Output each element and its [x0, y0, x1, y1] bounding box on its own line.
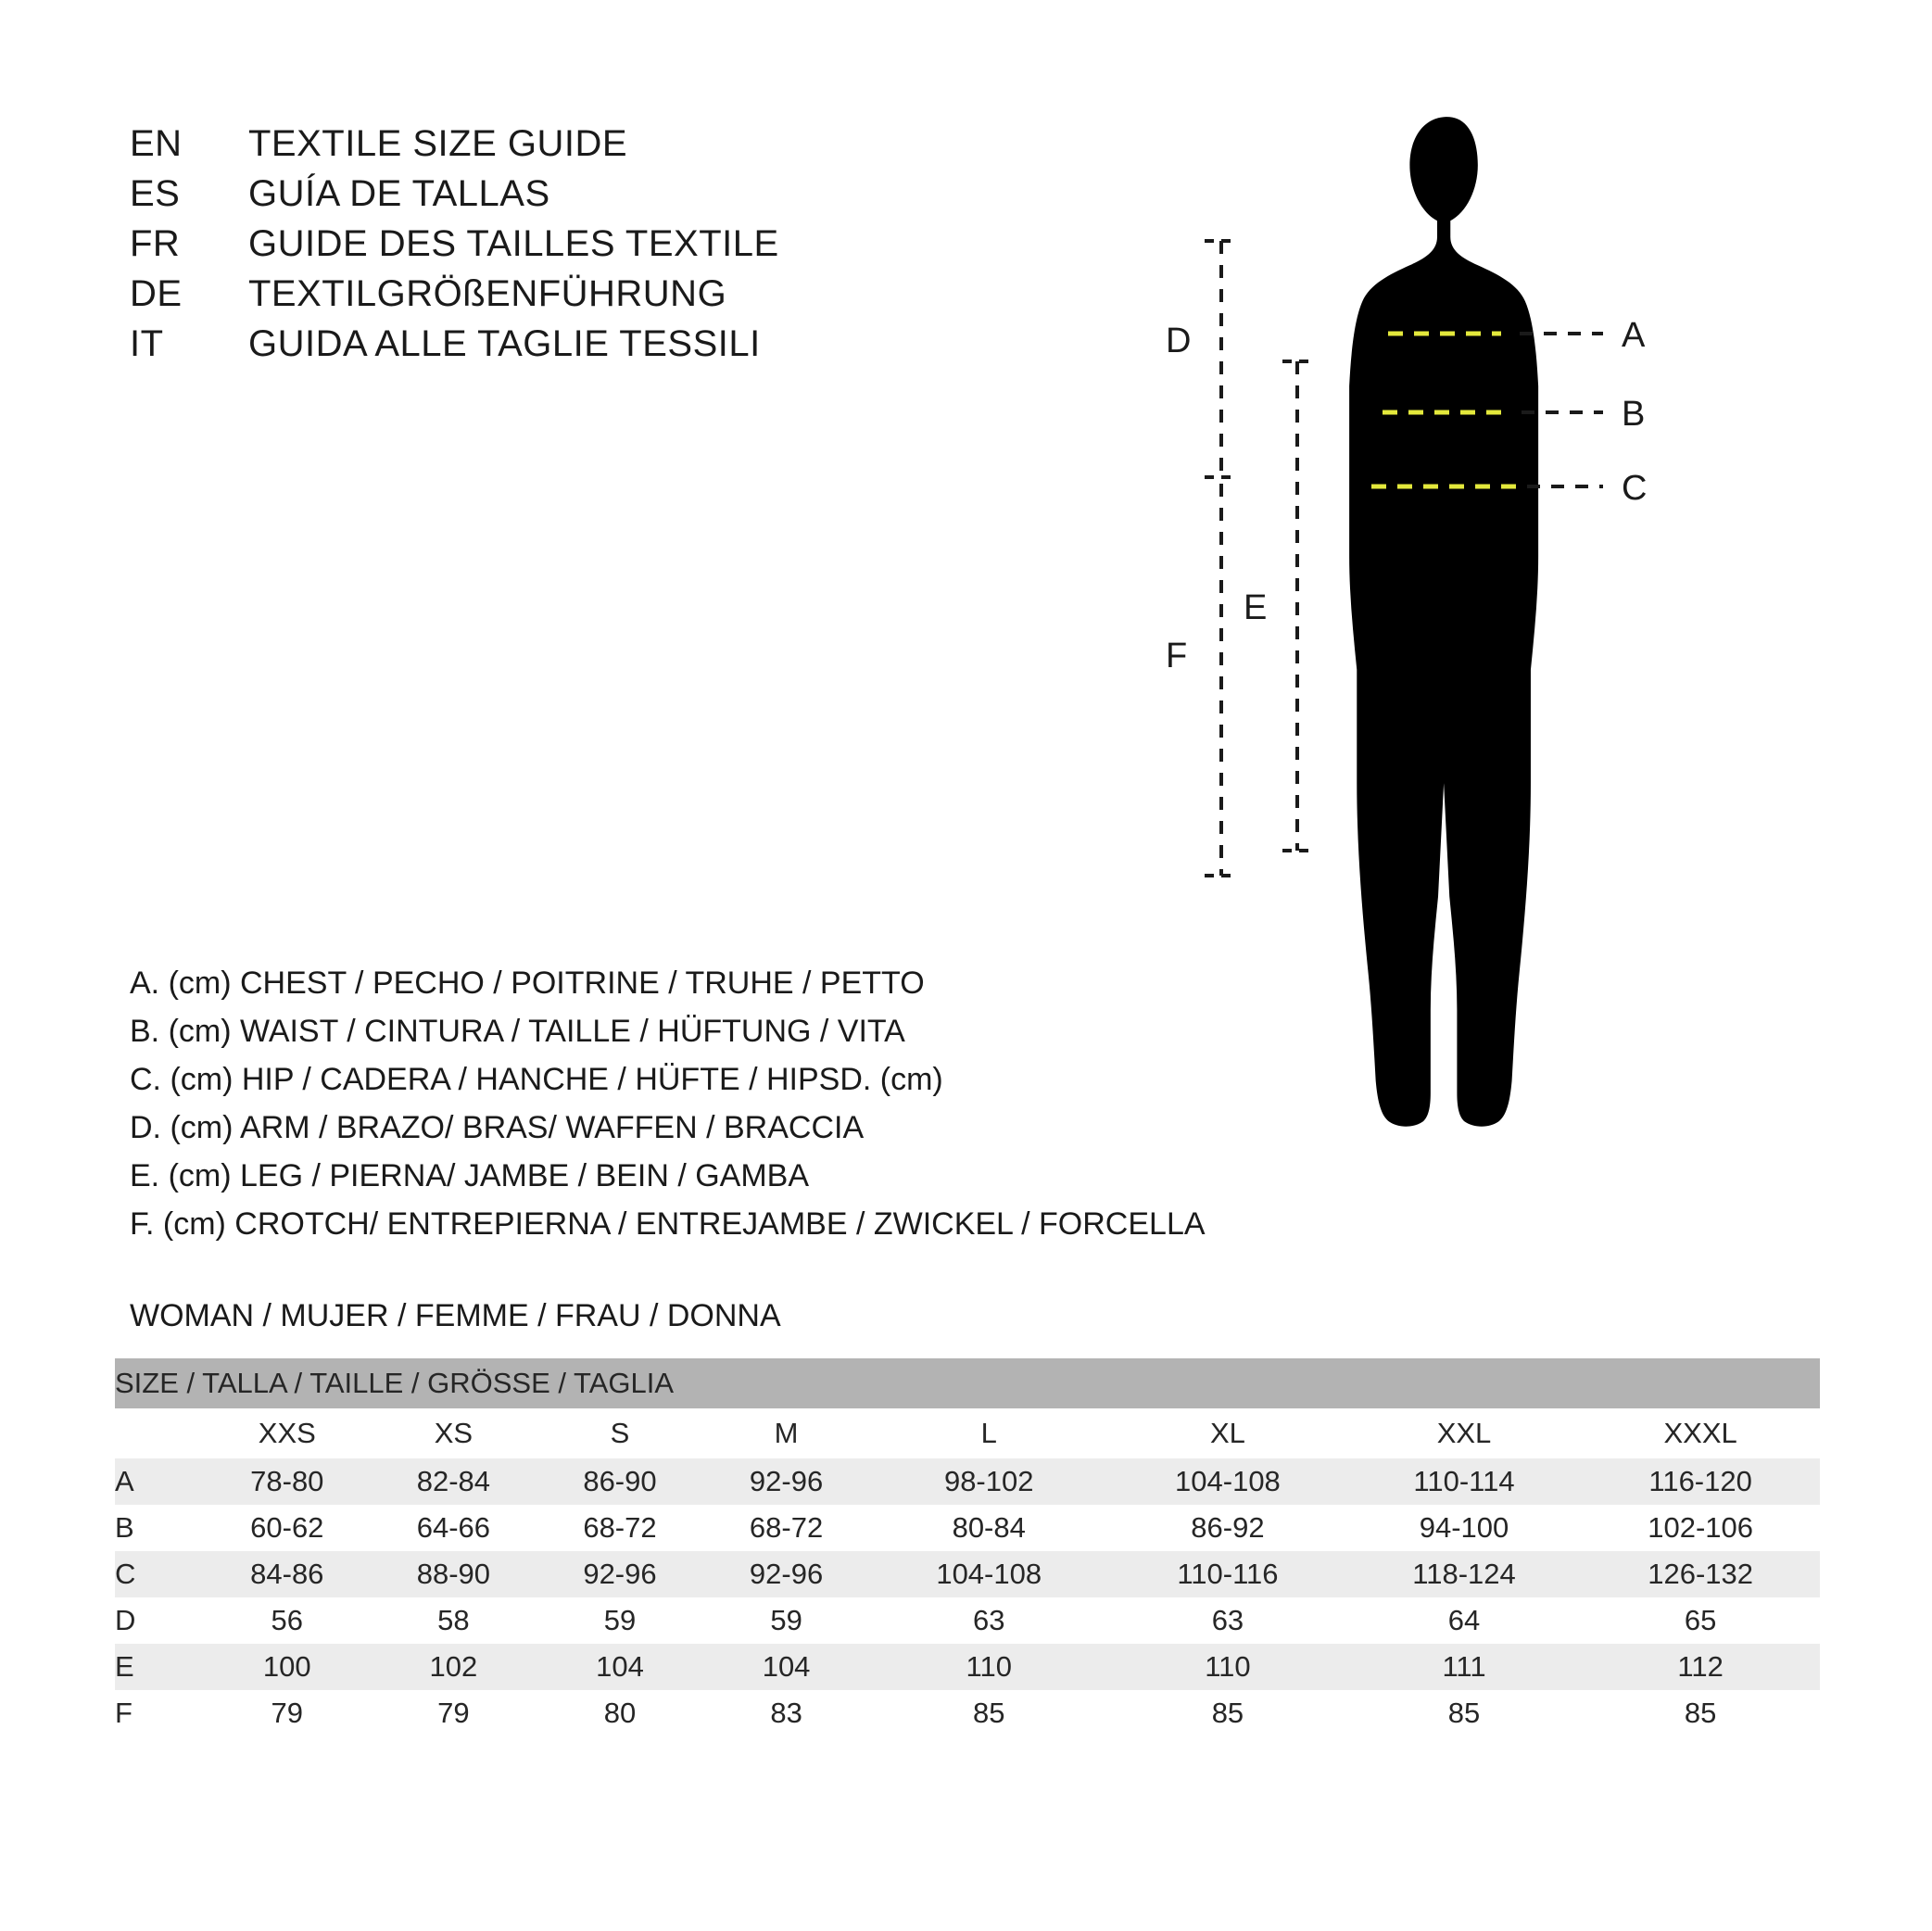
row-label-b: B — [115, 1505, 204, 1551]
row-label-c: C — [115, 1551, 204, 1597]
table-row — [115, 1505, 1820, 1551]
cell: 98-102 — [869, 1458, 1108, 1505]
title-lang-text: GUÍA DE TALLAS — [248, 173, 550, 214]
cell: 88-90 — [371, 1551, 537, 1597]
legend-item-e: E. (cm) LEG / PIERNA/ JAMBE / BEIN / GAMBA — [130, 1158, 810, 1193]
cell: 111 — [1347, 1644, 1581, 1690]
cell: 68-72 — [703, 1505, 870, 1551]
label-e: E — [1244, 588, 1268, 627]
cell: 59 — [537, 1597, 703, 1644]
row-label-e: E — [115, 1644, 204, 1690]
cell: 63 — [1108, 1597, 1347, 1644]
cell: 85 — [1347, 1690, 1581, 1736]
cell: 85 — [869, 1690, 1108, 1736]
legend-item-f: F. (cm) CROTCH/ ENTREPIERNA / ENTREJAMBE / ZWICKEL / FORCELLA — [130, 1206, 1206, 1242]
female-silhouette-icon — [1066, 56, 1538, 1127]
label-b: B — [1622, 395, 1646, 434]
cell: 80-84 — [869, 1505, 1108, 1551]
cell: 63 — [869, 1597, 1108, 1644]
cell: 80 — [537, 1690, 703, 1736]
cell: 79 — [371, 1690, 537, 1736]
row-label-a: A — [115, 1458, 204, 1505]
legend-item-a: A. (cm) CHEST / PECHO / POITRINE / TRUHE / PETTO — [130, 966, 925, 1001]
legend-item-b: B. (cm) WAIST / CINTURA / TAILLE / HÜFTUNG / VITA — [130, 1014, 905, 1049]
row-label-f: F — [115, 1690, 204, 1736]
column-header-xxl: XXL — [1347, 1408, 1581, 1458]
cell: 110-116 — [1108, 1551, 1347, 1597]
cell: 64 — [1347, 1597, 1581, 1644]
title-lang-code: IT — [130, 323, 164, 364]
label-a: A — [1622, 316, 1646, 355]
cell: 104 — [537, 1644, 703, 1690]
gender-caption: WOMAN / MUJER / FEMME / FRAU / DONNA — [130, 1298, 781, 1333]
cell: 116-120 — [1581, 1458, 1820, 1505]
label-f: F — [1166, 637, 1188, 675]
cell: 92-96 — [703, 1551, 870, 1597]
cell: 126-132 — [1581, 1551, 1820, 1597]
title-lang-code: FR — [130, 223, 181, 264]
table-row — [115, 1690, 1820, 1736]
column-header-s: S — [537, 1408, 703, 1458]
title-lang-text: GUIDE DES TAILLES TEXTILE — [248, 223, 779, 264]
title-row — [130, 169, 964, 219]
column-header-m: M — [703, 1408, 870, 1458]
cell: 65 — [1581, 1597, 1820, 1644]
header-corner — [115, 1408, 204, 1458]
legend-item-c: C. (cm) HIP / CADERA / HANCHE / HÜFTE / HIPSD. (cm) — [130, 1062, 943, 1097]
cell: 64-66 — [371, 1505, 537, 1551]
cell: 86-90 — [537, 1458, 703, 1505]
cell: 85 — [1108, 1690, 1347, 1736]
label-d: D — [1166, 322, 1192, 360]
cell: 104-108 — [1108, 1458, 1347, 1505]
label-c: C — [1622, 469, 1648, 508]
table-row — [115, 1458, 1820, 1505]
cell: 83 — [703, 1690, 870, 1736]
body-measurement-diagram — [1066, 56, 1918, 1279]
cell: 58 — [371, 1597, 537, 1644]
cell: 79 — [204, 1690, 371, 1736]
column-header-xs: XS — [371, 1408, 537, 1458]
cell: 78-80 — [204, 1458, 371, 1505]
column-header-xl: XL — [1108, 1408, 1347, 1458]
table-header-row — [115, 1408, 1820, 1458]
title-lang-code: DE — [130, 273, 183, 314]
title-row — [130, 269, 964, 319]
cell: 110 — [1108, 1644, 1347, 1690]
column-header-xxxl: XXXL — [1581, 1408, 1820, 1458]
cell: 102 — [371, 1644, 537, 1690]
size-table — [115, 1358, 1820, 1736]
title-lang-code: EN — [130, 123, 183, 164]
table-row — [115, 1551, 1820, 1597]
table-title-row — [115, 1358, 1820, 1408]
cell: 82-84 — [371, 1458, 537, 1505]
table-row — [115, 1597, 1820, 1644]
cell: 92-96 — [703, 1458, 870, 1505]
title-row — [130, 319, 964, 369]
cell: 92-96 — [537, 1551, 703, 1597]
cell: 102-106 — [1581, 1505, 1820, 1551]
language-title-block — [130, 119, 964, 369]
cell: 60-62 — [204, 1505, 371, 1551]
cell: 100 — [204, 1644, 371, 1690]
title-lang-text: TEXTILGRÖßENFÜHRUNG — [248, 273, 727, 314]
cell: 104-108 — [869, 1551, 1108, 1597]
title-row — [130, 219, 964, 269]
column-header-xxs: XXS — [204, 1408, 371, 1458]
row-label-d: D — [115, 1597, 204, 1644]
table-title: SIZE / TALLA / TAILLE / GRÖSSE / TAGLIA — [115, 1358, 1820, 1408]
title-row — [130, 119, 964, 169]
cell: 104 — [703, 1644, 870, 1690]
cell: 85 — [1581, 1690, 1820, 1736]
cell: 86-92 — [1108, 1505, 1347, 1551]
cell: 68-72 — [537, 1505, 703, 1551]
title-lang-code: ES — [130, 173, 181, 214]
column-header-l: L — [869, 1408, 1108, 1458]
table-row — [115, 1644, 1820, 1690]
cell: 56 — [204, 1597, 371, 1644]
cell: 59 — [703, 1597, 870, 1644]
cell: 118-124 — [1347, 1551, 1581, 1597]
title-lang-text: GUIDA ALLE TAGLIE TESSILI — [248, 323, 761, 364]
cell: 110 — [869, 1644, 1108, 1690]
cell: 84-86 — [204, 1551, 371, 1597]
cell: 112 — [1581, 1644, 1820, 1690]
legend-item-d: D. (cm) ARM / BRAZO/ BRAS/ WAFFEN / BRACCIA — [130, 1110, 865, 1145]
cell: 94-100 — [1347, 1505, 1581, 1551]
title-lang-text: TEXTILE SIZE GUIDE — [248, 123, 628, 164]
cell: 110-114 — [1347, 1458, 1581, 1505]
